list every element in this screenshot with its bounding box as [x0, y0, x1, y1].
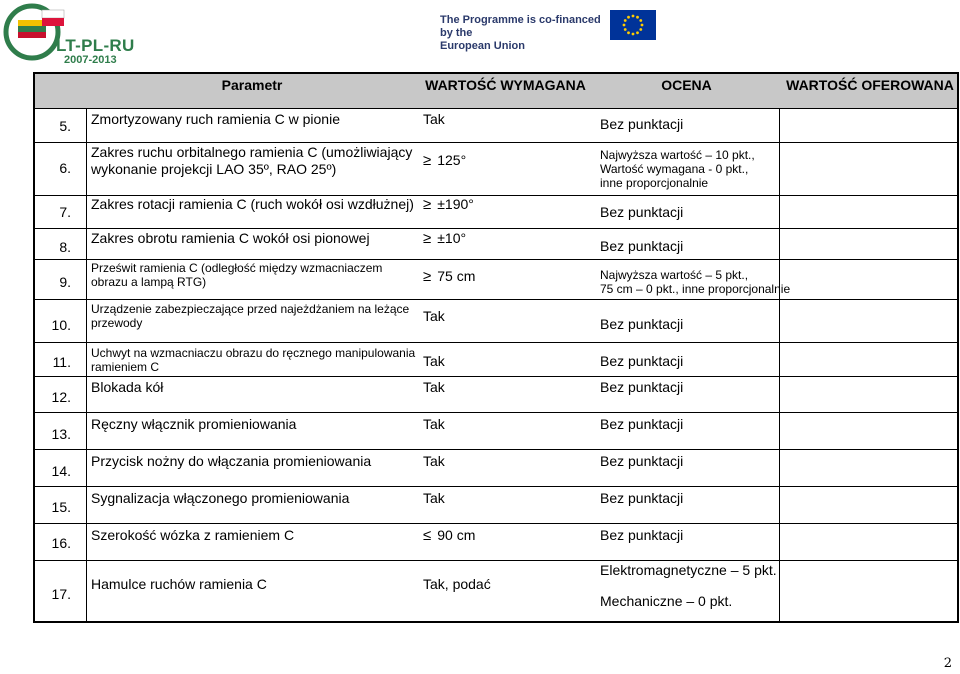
eu-star — [627, 31, 630, 34]
row-parametr — [91, 144, 412, 178]
row-number: 12. — [51, 389, 71, 405]
row-divider — [35, 342, 959, 343]
eu-star — [632, 33, 635, 36]
row-parametr — [91, 230, 370, 247]
row-divider — [35, 228, 959, 229]
row-ocena — [600, 148, 755, 190]
row-divider — [35, 560, 959, 561]
row-parametr-line: Szerokość wózka z ramieniem C — [91, 527, 295, 543]
row-parametr-line: przewody — [91, 316, 143, 330]
row-ocena-line: Bez punktacji — [600, 353, 684, 369]
required-value: Tak — [423, 453, 445, 469]
row-divider — [35, 486, 959, 487]
row-number: 14. — [51, 463, 71, 479]
row-wartosc-wymagana — [423, 268, 475, 285]
row-divider — [35, 449, 959, 450]
row-parametr — [91, 261, 382, 289]
required-value: ±10° — [437, 230, 467, 246]
row-ocena-line: Bez punktacji — [600, 316, 684, 332]
row-number: 15. — [51, 499, 71, 515]
row-divider — [35, 142, 959, 143]
required-value: Tak — [423, 111, 445, 127]
row-parametr-line: ramieniem C — [91, 360, 160, 374]
logo-years: 2007-2013 — [64, 54, 117, 66]
row-ocena — [600, 416, 683, 433]
row-wartosc-wymagana — [423, 490, 445, 507]
row-ocena — [600, 116, 683, 133]
comparison-symbol: ≥ — [423, 196, 432, 213]
row-number: 5. — [59, 118, 71, 134]
row-ocena — [600, 268, 790, 296]
row-wartosc-wymagana — [423, 196, 474, 213]
row-ocena-line: Bez punktacji — [600, 204, 684, 220]
row-ocena — [600, 204, 683, 221]
row-wartosc-wymagana — [423, 453, 445, 470]
row-parametr-line: Sygnalizacja włączonego promieniowania — [91, 490, 350, 506]
row-ocena — [600, 316, 683, 333]
row-ocena-line: Bez punktacji — [600, 527, 684, 543]
eu-text-line1: The Programme is co-financed by the — [440, 14, 601, 39]
row-parametr-line: Ręczny włącznik promieniowania — [91, 416, 297, 432]
row-ocena-line: Elektromagnetyczne – 5 pkt. — [600, 562, 777, 578]
row-parametr — [91, 346, 415, 374]
row-parametr — [91, 302, 409, 330]
required-value: ±190° — [437, 196, 474, 212]
row-number: 16. — [51, 535, 71, 551]
eu-star — [636, 31, 639, 34]
page-number: 2 — [943, 656, 952, 671]
row-parametr-line: Prześwit ramienia C (odległość między wzmacniaczem — [91, 261, 383, 275]
row-ocena-line: Bez punktacji — [600, 490, 684, 506]
comparison-symbol: ≥ — [423, 268, 432, 285]
row-parametr — [91, 196, 414, 213]
row-wartosc-wymagana — [423, 152, 466, 169]
row-divider — [35, 299, 959, 300]
eu-flag-icon — [610, 10, 656, 40]
row-divider — [35, 412, 959, 413]
row-ocena — [600, 490, 683, 507]
row-wartosc-wymagana — [423, 379, 445, 396]
comparison-symbol: ≥ — [423, 152, 432, 169]
row-wartosc-wymagana — [423, 353, 445, 370]
required-value: 90 cm — [437, 527, 476, 543]
spec-table — [33, 72, 959, 623]
row-number: 7. — [59, 204, 71, 220]
row-parametr — [91, 490, 349, 507]
row-ocena-line: Wartość wymagana - 0 pkt., — [600, 162, 749, 176]
eu-star — [627, 16, 630, 19]
required-value: Tak — [423, 416, 445, 432]
col-divider — [779, 109, 780, 623]
row-parametr-line: Zakres obrotu ramienia C wokół osi pionowej — [91, 230, 370, 246]
col-header-ocena: OCENA — [661, 77, 712, 93]
row-wartosc-wymagana — [423, 111, 445, 128]
row-parametr-line: Zakres rotacji ramienia C (ruch wokół osi wzdłużnej) — [91, 196, 414, 212]
row-number: 10. — [51, 317, 71, 333]
row-ocena — [600, 562, 777, 610]
eu-cofinance-text — [440, 14, 610, 53]
comparison-symbol: ≤ — [423, 527, 432, 544]
required-value: 125° — [437, 152, 467, 168]
row-parametr-line: Urządzenie zabezpieczające przed najeżdżaniem na leżące — [91, 302, 410, 316]
row-parametr — [91, 453, 371, 470]
required-value: Tak — [423, 490, 445, 506]
row-divider — [35, 523, 959, 524]
row-ocena-line: inne proporcjonalnie — [600, 176, 709, 190]
row-ocena — [600, 453, 683, 470]
col-header-wartosc-oferowana: WARTOŚĆ OFEROWANA — [786, 77, 954, 93]
logo-title: LT-PL-RU — [56, 36, 135, 55]
row-parametr-line: Zmortyzowany ruch ramienia C w pionie — [91, 111, 340, 127]
row-parametr — [91, 111, 340, 128]
row-ocena-line: Najwyższa wartość – 5 pkt., — [600, 268, 749, 282]
eu-star — [639, 19, 642, 22]
required-value: Tak, podać — [423, 576, 491, 592]
eu-text-line2: European Union — [440, 40, 525, 52]
row-number: 9. — [59, 274, 71, 290]
row-parametr — [91, 527, 294, 544]
row-number: 11. — [52, 354, 71, 370]
required-value: Tak — [423, 379, 445, 395]
eu-star — [641, 24, 644, 27]
row-parametr — [91, 379, 163, 396]
row-parametr-line: Przycisk nożny do włączania promieniowania — [91, 453, 372, 469]
row-number: 8. — [59, 239, 71, 255]
row-ocena-line: Bez punktacji — [600, 453, 684, 469]
required-value: Tak — [423, 308, 445, 324]
row-number: 6. — [59, 160, 71, 176]
row-wartosc-wymagana — [423, 230, 466, 247]
row-ocena-line: Najwyższa wartość – 10 pkt., — [600, 148, 755, 162]
row-parametr-line: Uchwyt na wzmacniaczu obrazu do ręcznego manipulowania — [91, 346, 416, 360]
eu-star — [636, 16, 639, 19]
row-parametr — [91, 576, 267, 593]
eu-star — [639, 28, 642, 31]
row-parametr-line: Blokada kół — [91, 379, 164, 395]
row-parametr-line: obrazu a lampą RTG) — [91, 275, 207, 289]
row-ocena-line: Bez punktacji — [600, 379, 684, 395]
row-ocena — [600, 379, 683, 396]
row-wartosc-wymagana — [423, 308, 445, 325]
row-number: 17. — [51, 586, 71, 602]
row-parametr — [91, 416, 296, 433]
required-value: Tak — [423, 353, 445, 369]
eu-star — [624, 28, 627, 31]
row-ocena — [600, 353, 683, 370]
eu-star — [632, 15, 635, 18]
comparison-symbol: ≥ — [423, 230, 432, 247]
row-wartosc-wymagana — [423, 527, 475, 544]
row-parametr-line: wykonanie projekcji LAO 35º, RAO 25º) — [91, 161, 337, 177]
row-ocena-line: Mechaniczne – 0 pkt. — [600, 593, 733, 609]
row-divider — [35, 376, 959, 377]
col-header-parametr: Parametr — [221, 77, 283, 93]
row-wartosc-wymagana — [423, 576, 491, 593]
row-wartosc-wymagana — [423, 416, 445, 433]
row-parametr-line: Zakres ruchu orbitalnego ramienia C (umożliwiający — [91, 144, 413, 160]
row-ocena — [600, 527, 683, 544]
eu-star — [623, 24, 626, 27]
row-ocena-line: Bez punktacji — [600, 116, 684, 132]
row-number: 13. — [51, 426, 71, 442]
col-header-wartosc-wymagana: WARTOŚĆ WYMAGANA — [425, 77, 586, 93]
row-ocena — [600, 238, 683, 255]
col-divider — [86, 109, 87, 623]
row-parametr-line: Hamulce ruchów ramienia C — [91, 576, 267, 592]
table-header — [35, 74, 957, 109]
row-ocena-line: Bez punktacji — [600, 238, 684, 254]
eu-star — [624, 19, 627, 22]
row-divider — [35, 259, 959, 260]
required-value: 75 cm — [437, 268, 476, 284]
row-ocena-line: Bez punktacji — [600, 416, 684, 432]
row-ocena-line: 75 cm – 0 pkt., inne proporcjonalnie — [600, 282, 791, 296]
